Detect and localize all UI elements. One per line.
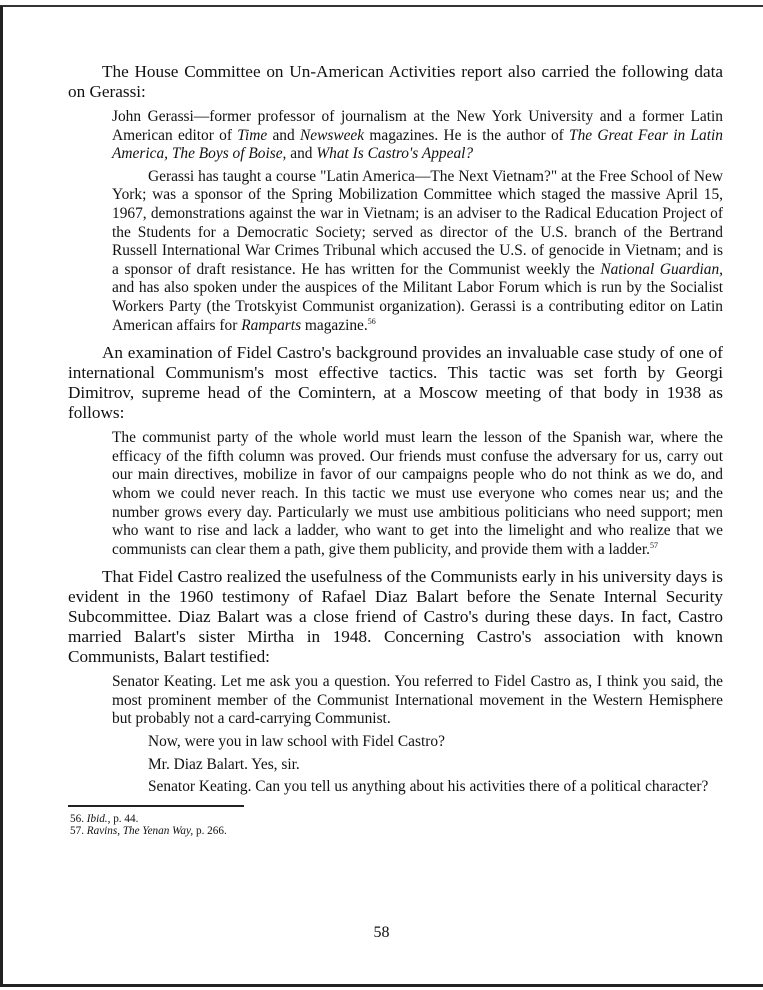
footnote-ref-56: 56 — [367, 316, 376, 326]
footnote-source: Ravins, The Yenan Way, — [86, 825, 194, 838]
block-quote-dimitrov — [112, 429, 723, 559]
quote-gerassi-activities — [112, 168, 723, 335]
quote-text: John Gerassi—former professor of journalism at the New York University and a former Latin American editor of — [112, 108, 723, 144]
magazine-title: Time — [237, 126, 268, 144]
quote-text: The communist party of the whole world must learn the lesson of the Spanish war, where the efficacy of the fifth column was proved. Our friends must confuse the adversary for us, carry out our main directives, mobilize in favor of our campaigns people who do not think as we do, and whom we could never reach. In this tactic we must use everyone who comes near us; and the number grows every day. Particularly we must use ambitious politicians who need support; men who want to rise and lack a ladder, who want to get into the limelight and who realize that we communists can clear them a path, give them publicity, and provide them with a ladder. — [112, 429, 723, 558]
page-number: 58 — [373, 924, 390, 941]
publication-title: National Guardian, — [600, 260, 723, 278]
footnote-number: 57. — [70, 825, 84, 838]
testimony-keating-followup: Senator Keating. Can you tell us anything about his activities there of a political character? — [148, 778, 709, 796]
page-top-edge — [0, 5, 763, 7]
quote-text: Gerassi has taught a course "Latin America—The Next Vietnam?" at the Free School of New York; was a sponsor of the Spring Mobilization Committee which staged the massive April 15, 1967, demonstrations against the war in Vietnam; is an adviser to the Radical Education Project of the Students for a Democratic Society; served as director of the U.S. branch of the Bertrand Russell International War Crimes Tribunal which accused the U.S. of genocide in Vietnam; and is a sponsor of draft resistance. He has written for the Communist weekly the — [112, 167, 723, 278]
paragraph-dimitrov-intro: An examination of Fidel Castro's background provides an invaluable case study of one of international Communism's most effective tactics. This tactic was set forth by Georgi Dimitrov, supreme head of the Comintern, at a Moscow meeting of that body in 1938 as follows: — [68, 343, 723, 423]
quote-text: and has also spoken under the auspices of the Militant Labor Forum which is run by the Socialist Workers Party (the Trotskyist Communist organization). Gerassi is a contributing editor on Latin American affairs for — [112, 279, 723, 334]
quote-gerassi-bio — [112, 108, 723, 164]
quote-text: and — [267, 126, 300, 144]
page-bottom-edge — [0, 984, 763, 987]
testimony-law-school: Now, were you in law school with Fidel Castro? — [148, 733, 445, 751]
quote-dimitrov-text — [112, 429, 723, 559]
footnote-ref-57: 57 — [649, 540, 658, 550]
footnote-page: p. 44. — [110, 812, 139, 825]
footnote-57 — [70, 825, 723, 838]
footnote-number: 56. — [70, 812, 84, 825]
magazine-title: Ramparts — [241, 316, 302, 334]
paragraph-intro: The House Committee on Un-American Activities report also carried the following data on Gerassi: — [68, 62, 723, 101]
quote-text: and — [286, 145, 317, 163]
footnote-divider — [68, 805, 244, 807]
block-quote-testimony — [112, 673, 723, 797]
quote-text: magazine. — [301, 316, 368, 334]
book-titles: The Great Fear in Latin America, The Boys of Boise, — [112, 126, 723, 163]
testimony-balart-answer: Mr. Diaz Balart. Yes, sir. — [148, 755, 300, 773]
page-content — [68, 62, 723, 838]
magazine-title: Newsweek — [299, 126, 365, 144]
footnote-56 — [70, 813, 723, 826]
footnote-source: Ibid., — [86, 812, 111, 825]
block-quote-gerassi — [112, 108, 723, 335]
quote-text: magazines. He is the author of — [364, 126, 570, 144]
book-title: What Is Castro's Appeal? — [316, 145, 474, 163]
page-left-edge — [0, 6, 3, 986]
testimony-keating-question: Senator Keating. Let me ask you a question. You referred to Fidel Castro as, I think you said, the most prominent member of the Communist International movement in the Western Hemisphere but probably not a card-carrying Communist. — [112, 673, 723, 728]
paragraph-balart-testimony: That Fidel Castro realized the usefulness of the Communists early in his university days is evident in the 1960 testimony of Rafael Diaz Balart before the Senate Internal Security Subcommittee. Diaz Balart was a close friend of Castro's during these days. In fact, Castro married Balart's sister Mirtha in 1948. Concerning Castro's association with known Communists, Balart testified: — [68, 567, 723, 667]
footnote-page: p. 266. — [193, 825, 227, 838]
